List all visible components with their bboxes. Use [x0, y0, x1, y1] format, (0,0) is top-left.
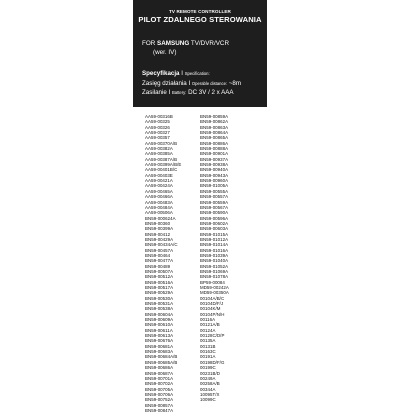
model-code: BN59-00681A: [145, 343, 174, 349]
model-code: AA59-00424A: [145, 183, 173, 189]
model-code: BN59-00530A: [145, 295, 174, 301]
power-label: Zasilanie: [142, 89, 167, 96]
model-code: BN59-00937A: [200, 156, 229, 162]
model-code: BN59-00752A: [145, 397, 174, 403]
model-code: BN59-00705A: [145, 386, 174, 392]
model-code: BN59-01012A: [200, 236, 229, 242]
model-code: BN59-00940A: [200, 167, 229, 173]
spec-en: Specification:: [184, 71, 210, 76]
model-code: BN59-01069A: [200, 268, 229, 274]
model-code: AA59-00466A: [145, 194, 173, 200]
model-code: 00135A: [200, 338, 216, 344]
model-code: BN59-00557A: [200, 194, 229, 200]
model-code: 00116A: [200, 317, 216, 323]
model-code: BN59-00613A: [145, 333, 174, 339]
model-code: BN59-00684A/B: [145, 354, 178, 360]
remote-label: [133, 0, 267, 413]
for-suffix: TV/DVR/VCR: [190, 40, 230, 47]
model-code: 00121A/B: [200, 322, 220, 328]
model-code: BN59-00529A: [145, 290, 174, 296]
model-code: BN59-00864A: [200, 130, 229, 136]
model-code: BN59-00517A: [145, 285, 174, 290]
model-code: BN59-00512A: [145, 274, 174, 280]
model-code: BN59-00596A: [200, 215, 229, 221]
model-code: BN59-00602A: [200, 220, 229, 226]
model-code: AA59-00421A: [145, 178, 173, 184]
model-code: BN59-00687A: [145, 370, 174, 376]
model-code: BN59-00701A: [145, 375, 174, 381]
model-code: BN59-01052A: [200, 263, 229, 269]
model-code: BN59-00559A: [200, 199, 229, 205]
model-code: AA59-00316B: [145, 114, 173, 119]
for-prefix: FOR: [142, 40, 156, 47]
model-code: AA59-00370A/B: [145, 140, 178, 146]
model-code: BN59-00412: [145, 231, 171, 237]
header-subtitle: TV REMOTE CONTROLLER: [169, 9, 231, 14]
model-code: BN59-00590A: [200, 210, 229, 216]
model-code: BN59-00457A: [145, 247, 174, 253]
model-code: BN59-01039A: [200, 252, 229, 258]
model-code: AA59-00483A: [145, 199, 173, 205]
compatibility-line: [142, 40, 229, 47]
model-code: BN59-00859A: [200, 114, 229, 119]
model-code: 00344A: [200, 386, 216, 392]
model-code: BN59-01040A: [200, 258, 229, 264]
model-code: BN59-00960A: [200, 178, 229, 184]
model-code: AA59-00325: [145, 119, 170, 125]
model-code: AA59-00387A/B: [145, 156, 178, 162]
range-value: ~8m: [228, 80, 242, 87]
model-code: BN59-00683A: [145, 349, 174, 355]
model-code: BN59-00706A: [145, 391, 174, 397]
model-code: BN59-00676A: [145, 338, 174, 344]
model-code: 00104D/F/J: [200, 301, 224, 307]
model-code: BN59-01016A: [200, 247, 229, 253]
model-code: BN59-00943A: [200, 172, 229, 178]
model-code: BN59-00434A/C: [145, 242, 178, 248]
model-code: BN59-00516A: [145, 279, 174, 285]
model-code: BN59-00610A: [145, 322, 174, 328]
power-en: Battery:: [171, 90, 187, 95]
model-code: 00104P/N/H: [200, 311, 225, 317]
model-code: BN59-00886A: [200, 140, 229, 146]
model-code: BN59-00938A: [200, 162, 229, 168]
model-code: BN59-00464: [145, 252, 171, 258]
model-code: MD59-00350A: [200, 290, 229, 296]
spec-line: [142, 70, 210, 77]
model-code: BN59-00603A: [200, 226, 229, 232]
model-code: 00249A: [200, 375, 216, 381]
model-code: BN59-00611A: [145, 327, 173, 333]
model-code: BN59-00901A: [200, 151, 229, 157]
model-code: 00124A: [200, 327, 216, 333]
model-code: BN59-00702A: [145, 381, 174, 387]
model-code: BN59-00857A: [145, 402, 174, 408]
model-code: AA59-00357: [145, 135, 170, 141]
range-en: Operable distance:: [191, 81, 228, 86]
model-code: BN59-00477A: [145, 258, 174, 264]
model-code: 00198D/F/G: [200, 359, 225, 365]
range-label: Zasięg działania: [142, 80, 187, 87]
model-code: 00163C: [200, 349, 216, 355]
model-code: AA59-00382A: [145, 146, 173, 152]
header-title: PILOT ZDALNEGO STEROWANIA: [138, 15, 262, 24]
brand-name: SAMSUNG: [157, 40, 190, 47]
model-codes-right-column: [200, 114, 229, 403]
model-code: BN59-000624A: [145, 215, 176, 221]
model-code: BN59-00567A: [200, 204, 229, 210]
model-code: AA59-00399A/B/E: [145, 162, 182, 168]
model-code: BN59-00847A: [145, 407, 174, 413]
model-code: BN59-00685A/B: [145, 359, 178, 365]
model-code: MD59-00242A: [200, 285, 229, 290]
spec-separator: I: [181, 70, 183, 77]
model-code: BN59-01014A: [200, 242, 229, 248]
model-code: AA59-00465A: [145, 188, 173, 194]
range-separator: I: [188, 80, 191, 87]
model-code: BN59-01005A: [200, 183, 229, 189]
model-code: 00191A: [200, 354, 216, 360]
model-code: BN59-00538A: [145, 306, 174, 312]
model-code: 10099C: [200, 397, 216, 403]
model-code: 00258A/B: [200, 381, 220, 387]
model-code: BN59-00888A: [200, 146, 229, 152]
model-code: BN59-00429A: [145, 236, 174, 242]
model-code: BN59-00865A: [200, 135, 229, 141]
model-code: BN59-00609A: [145, 317, 174, 323]
model-code: 00128C/D/P: [200, 333, 225, 339]
model-code: 00104K/M: [200, 306, 221, 312]
model-code: BN59-00489: [145, 263, 171, 269]
model-code: BN59-00399A: [145, 226, 174, 232]
label-header: [133, 0, 267, 107]
model-code: 00199C: [200, 365, 216, 371]
model-codes-left-column: [145, 114, 181, 413]
version-text: (wer. IV): [153, 49, 177, 56]
model-code: AA59-00326: [145, 124, 170, 130]
model-code: AA59-00484A: [145, 204, 173, 210]
range-line: [142, 80, 241, 87]
power-separator: I: [168, 89, 171, 96]
model-code: BN59-01015A: [200, 231, 229, 237]
model-code: BP59-00084: [200, 279, 225, 285]
model-code: BN59-00531A: [145, 301, 174, 307]
model-code: AA59-00401B/C: [145, 167, 178, 173]
model-code: BN59-00604A: [145, 311, 174, 317]
model-code: 00231B/D: [200, 370, 220, 376]
model-code: 00104A/B/C: [200, 295, 225, 301]
model-code: 10095T/X: [200, 391, 220, 397]
power-line: [142, 89, 234, 96]
model-code: BN59-00686A: [145, 365, 174, 371]
spec-label: Specyfikacja: [142, 70, 180, 77]
model-code: BN59-00863A: [200, 124, 229, 130]
model-code: AA59-00403E: [145, 172, 173, 178]
model-code: BN59-00555A: [200, 188, 229, 194]
model-code: 00131B: [200, 343, 216, 349]
model-code: AA59-00385A: [145, 151, 173, 157]
model-code: BN59-00862A: [200, 119, 229, 125]
model-code: AA59-00327: [145, 130, 170, 136]
power-value: DC 3V / 2 x AAA: [188, 89, 234, 96]
model-code: AA59-00506A: [145, 210, 173, 216]
model-code: BN59-01078A: [200, 274, 229, 280]
model-code: BN59-00360: [145, 220, 171, 226]
model-code: BN59-00507A: [145, 268, 174, 274]
